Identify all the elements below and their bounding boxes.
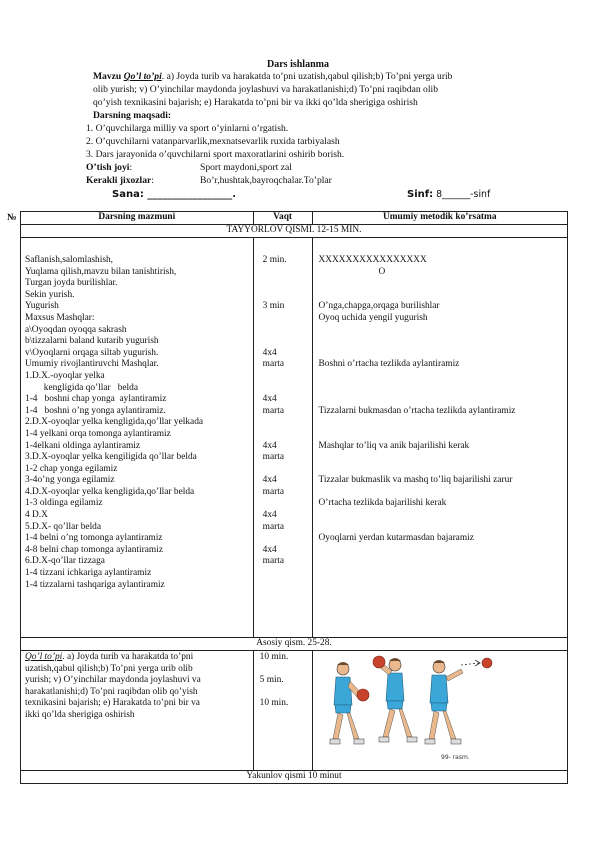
method-note: O’rtacha tezlikda bajarilishi kerak xyxy=(318,498,447,509)
method-note: O’nga,chapga,orqaga burilishlar xyxy=(318,301,440,312)
prep-content-line: 1-4 belni o’ng tomonga aylantiramiz xyxy=(25,533,163,544)
time-item: marta xyxy=(262,486,284,497)
prep-content-line: Saflanish,salomlashish, xyxy=(25,255,114,265)
time-item: marta xyxy=(262,521,284,532)
main-figure-cell xyxy=(312,651,568,771)
date-field: Sana: _________________. xyxy=(112,189,237,200)
prep-content-line: b\tizzalarni baland kutarib yugurish xyxy=(25,336,159,347)
prep-section-title: TAYYORLOV QISMI. 12-15 MIN. xyxy=(21,225,568,238)
prep-content-line: 6.D.X-qo’llar tizzaga xyxy=(25,556,105,567)
time-item: 4x4 xyxy=(262,510,277,521)
teacher-mark: O xyxy=(378,266,386,277)
goal-2: 2. O’quvchilarni vatanparvarlik,mexnatsevarlik ruxida tarbiyalash xyxy=(86,136,340,147)
prep-content-line: Sekin yurish. xyxy=(25,289,75,300)
prep-content-line: Umumiy rivojlantiruvchi Mashqlar. xyxy=(25,359,159,370)
method-note: Tizzalarni bukmasdan o’rtacha tezlikda aylantiramiz xyxy=(318,405,516,416)
prep-method-cell xyxy=(312,238,568,638)
main-content-line: yurish; v) O’yinchilar maydonda joylashuvi va xyxy=(25,675,201,686)
prep-content-line: 1-4elkani oldinga aylantiramiz xyxy=(25,440,141,451)
figure-caption: 99- rasm. xyxy=(440,754,470,761)
main-time-cell xyxy=(253,651,312,771)
prep-content-line: 3.D.X-oyoqlar yelka kengiligida qo’llar belda xyxy=(25,452,197,463)
time-item: 4x4 xyxy=(262,544,277,555)
prep-content-line: 1-2 chap yonga egilamiz xyxy=(25,463,118,474)
goals-label: Darsning maqsadi: xyxy=(93,110,172,121)
method-note: Tizzalar bukmaslik va mashq to’liq bajarilishi zarur xyxy=(318,475,513,486)
time-item: 4x4 xyxy=(262,475,277,486)
handball-players-illustration xyxy=(319,653,497,765)
time-item: marta xyxy=(262,556,284,567)
col-time-header: Vaqt xyxy=(253,212,312,225)
player-figure xyxy=(373,656,417,742)
time-item: 4x4 xyxy=(262,394,277,405)
doc-title: Dars ishlanma xyxy=(267,59,329,70)
method-note: Boshni o’rtacha tezlikda aylantiramiz xyxy=(318,359,460,370)
prep-content-line: 4-8 belni chap tomonga aylantiramiz xyxy=(25,544,163,555)
prep-row xyxy=(21,238,568,638)
prep-content-line: 3-4o’ng yonga egilamiz xyxy=(25,475,115,486)
place-value: Sport maydoni,sport zal xyxy=(200,162,292,173)
prep-content-line: 1-3 oldinga egilamiz xyxy=(25,498,103,509)
topic-text-1: . a) Joyda turib va harakatda to’pni uzatish,qabul qilish;b) To’pni yerga urib xyxy=(161,71,453,82)
time-item: 2 min. xyxy=(262,255,287,265)
time-item: marta xyxy=(262,405,284,416)
main-row xyxy=(21,651,568,771)
topic-label: Mavzu xyxy=(93,71,122,82)
prep-content-cell xyxy=(21,238,254,638)
prep-content-line: 1-4 yelkani orqa tomonga aylantiramiz xyxy=(25,428,171,439)
topic-line-1 xyxy=(93,71,452,83)
main-topic: Qo’l to’pi xyxy=(25,652,63,662)
topic-name: Qo’l to’pi xyxy=(123,71,162,82)
prep-content-line: 1-4 boshni o’ng yonga aylantiramiz. xyxy=(25,405,166,416)
time-item: 5 min. xyxy=(259,675,284,686)
main-content-line: harakatlanishi;d) To’pni raqibdan olib qo’yish xyxy=(25,686,198,697)
prep-content-line: Maxsus Mashqlar: xyxy=(25,312,95,323)
player-figure xyxy=(330,662,369,744)
prep-content-line: Yuqlama qilish,mavzu bilan tanishtirish, xyxy=(25,266,177,277)
number-column-header: № xyxy=(7,212,17,223)
prep-content-line: a\Oyoqdan oyoqqa sakrash xyxy=(25,324,127,335)
equipment-label: Kerakli jixozlar: xyxy=(86,175,154,186)
prep-content-line: kengligida qo’llar belda xyxy=(25,382,138,393)
col-method-header: Umumiy metodik ko’rsatma xyxy=(312,212,568,225)
player-figure xyxy=(425,660,463,744)
prep-content-line: 5.D.X- qo’llar belda xyxy=(25,521,102,532)
time-item: marta xyxy=(262,359,284,370)
table-header-row xyxy=(21,212,568,225)
method-note: Oyoqlarni yerdan kutarmasdan bajaramiz xyxy=(318,533,474,544)
col-content-header: Darsning mazmuni xyxy=(21,212,254,225)
main-content-line: ikki qo’lda sherigiga oshirish xyxy=(25,709,135,720)
time-item: 10 min. xyxy=(259,652,289,662)
prep-content-line: Turgan joyda burilishlar. xyxy=(25,278,118,289)
prep-content-line: 1-4 tizzalarni tashqariga aylantiramiz xyxy=(25,579,165,590)
class-field: Sinf: 8______-sinf xyxy=(407,189,491,200)
main-content-line: texnikasini bajarish; e) Harakatda to’pni bir va xyxy=(25,698,200,709)
topic-text-3: qo’yish texnikasini bajarish; e) Harakatda to’pni bir va ikki qo’lda sherigiga oshirish xyxy=(93,97,418,108)
prep-content-line: 1.D.X.-oyoqlar yelka xyxy=(25,370,105,381)
main-content-line: . a) Joyda turib va harakatda to’pni xyxy=(62,652,194,662)
goal-1: 1. O’quvchilarga milliy va sport o’yinlarni o’rgatish. xyxy=(86,123,289,134)
time-item: marta xyxy=(262,452,284,463)
final-section-title: Yakunlov qismi 10 minut xyxy=(21,771,568,784)
method-note: Mashqlar to’liq va anik bajarilishi kerak xyxy=(318,440,470,451)
prep-content xyxy=(25,255,249,591)
time-item: 3 min xyxy=(262,301,285,312)
prep-content-line: v\Oyoqlarni orqaga siltab yugurish. xyxy=(25,347,159,358)
main-section-title: Asosiy qism. 25-28. xyxy=(21,638,568,651)
topic-text-2: olib yurish; v) O’yinchilar maydonda joylashuvi va harakatlanishi;d) To’pni raqibdan olib xyxy=(93,84,438,95)
prep-content-line: 1-4 boshni chap yonga aylantiramiz xyxy=(25,394,167,405)
time-item: 4x4 xyxy=(262,440,277,451)
lesson-table xyxy=(20,211,568,784)
prep-content-line: Yugurish xyxy=(25,301,59,312)
goal-3: 3. Dars jarayonida o’quvchilarni sport maxoratlarini oshirib borish. xyxy=(86,149,345,160)
prep-time-cell xyxy=(253,238,312,638)
handball-figure xyxy=(319,653,497,765)
main-content-line: uzatish,qabul qilish;b) To’pni yerga urib olib xyxy=(25,663,193,674)
method-note: Oyoq uchida yengil yugurish xyxy=(318,312,428,323)
prep-content-line: 1-4 tizzani ichkariga aylantiramiz xyxy=(25,568,152,579)
place-label: O’tish joyi: xyxy=(86,162,133,173)
prep-content-line: 2.D.X-oyoqlar yelka kengligida,qo’llar yelkada xyxy=(25,417,204,428)
equipment-value: Bo’r,hushtak,bayroqchalar.To’plar xyxy=(200,175,332,186)
formation-row: XXXXXXXXXXXXXXXX xyxy=(318,255,427,265)
time-item: 4x4 xyxy=(262,347,277,358)
prep-content-line: 4.D.X-oyoqlar yelka kengligida,qo’llar belda xyxy=(25,486,195,497)
main-content-cell xyxy=(21,651,254,771)
time-item: 10 min. xyxy=(259,698,289,709)
ball-icon xyxy=(482,658,492,668)
prep-content-line: 4 D.X xyxy=(25,510,48,521)
